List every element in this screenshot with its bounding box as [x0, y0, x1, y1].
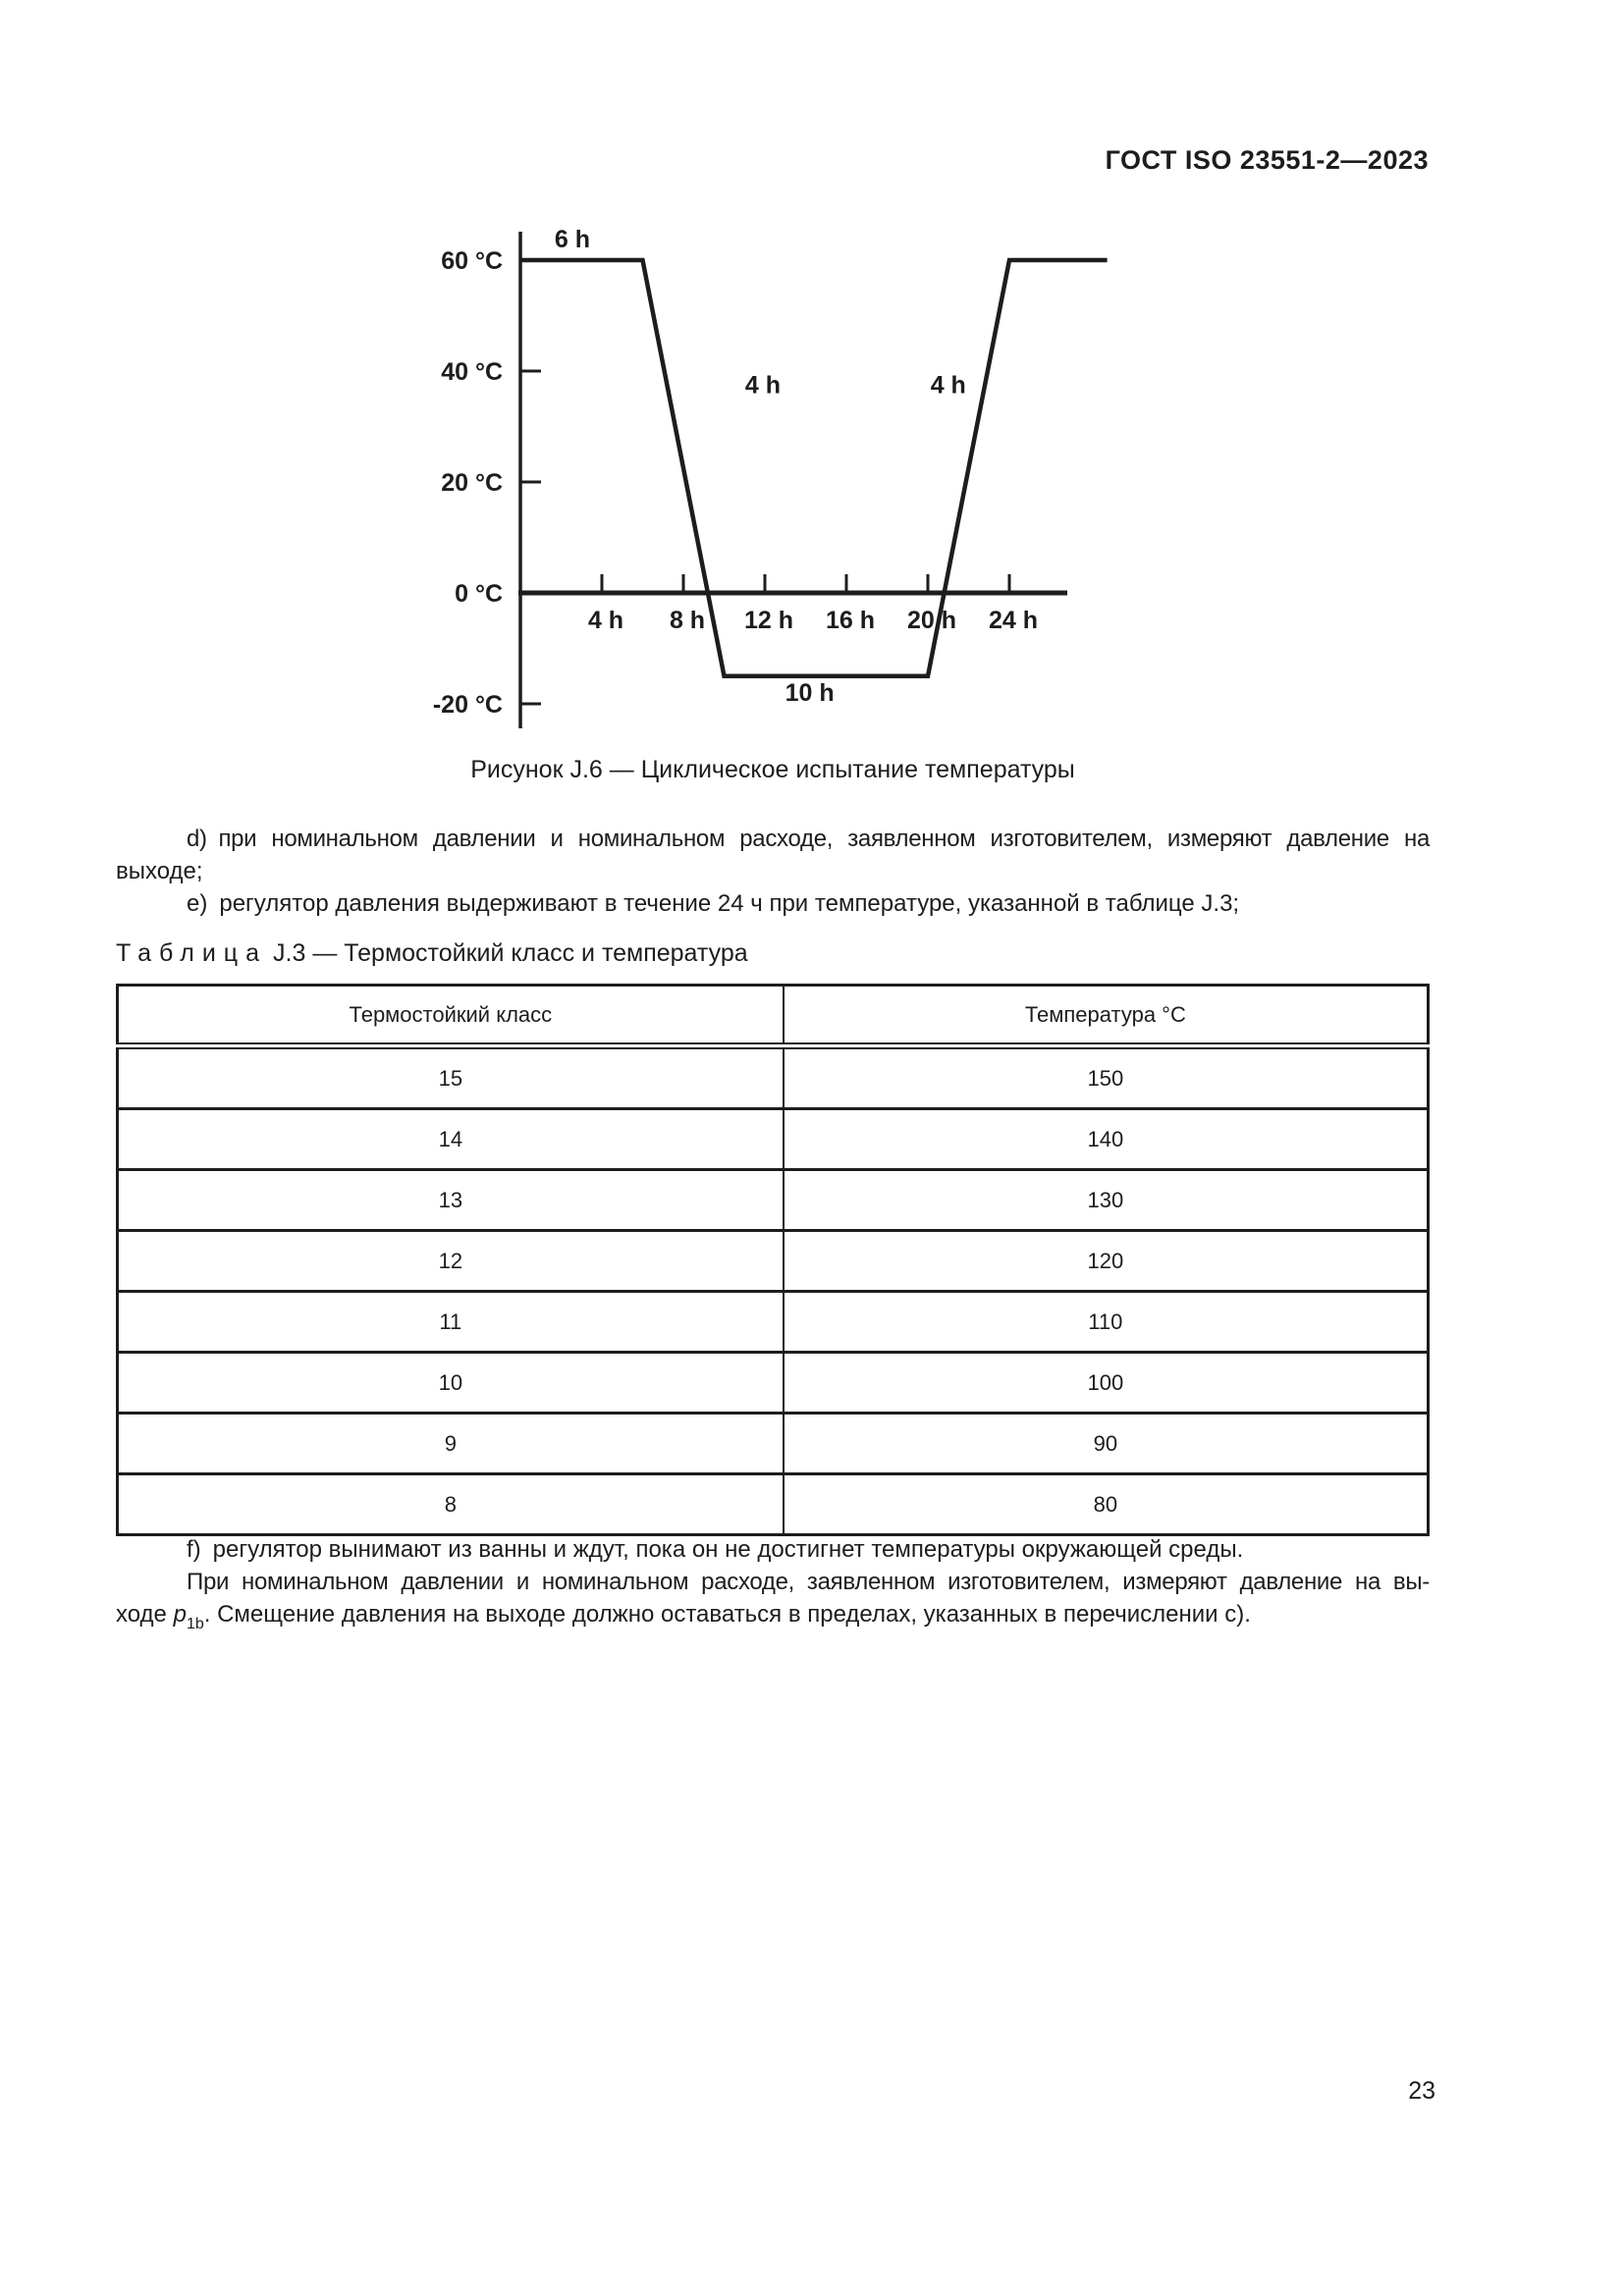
table-row [118, 1474, 1429, 1535]
temperature-cell: 80 [784, 1474, 1429, 1535]
paragraph-e [116, 887, 1430, 920]
temperature-cell: 140 [784, 1109, 1429, 1170]
x-tick-label: 12 h [743, 607, 794, 634]
paragraph-final-line2-post: . Смещение давления на выходе должно оставаться в пределах, указанных в перечислении с). [203, 1601, 1251, 1628]
paragraph-d-line2: выходе; [116, 858, 203, 884]
heat-class-cell: 11 [118, 1292, 784, 1353]
temperature-cell: 100 [784, 1353, 1429, 1414]
table-row [118, 1046, 1429, 1109]
duration-label: 4 h [930, 371, 966, 400]
paragraph-final [116, 1566, 1430, 1640]
table-caption-rest: J.3 — Термостойкий класс и температура [273, 939, 748, 967]
pressure-symbol: p [173, 1601, 187, 1628]
paragraph-d-line1: d) при номинальном давлении и номинальном расходе, заявленном изготовителем, измеряют давление на [187, 826, 1430, 852]
heat-class-cell: 10 [118, 1353, 784, 1414]
y-tick-label: 40 °C [441, 358, 503, 386]
temperature-cell: 120 [784, 1231, 1429, 1292]
column-header-heat-class: Термостойкий класс [118, 986, 784, 1046]
y-tick-label: 20 °C [441, 469, 503, 497]
table-caption [116, 939, 748, 968]
temperature-profile-line [520, 260, 1108, 676]
heat-class-cell: 8 [118, 1474, 784, 1535]
paragraph-e-line: e) регулятор давления выдерживают в течение 24 ч при температуре, указанной в таблице J.3; [187, 890, 1240, 917]
table-row [118, 1353, 1429, 1414]
heat-class-cell: 15 [438, 1065, 463, 1091]
table-caption-word: Таблица [116, 939, 268, 967]
paragraph-final-line1: При номинальном давлении и номинальном расходе, заявленном изготовителем, измеряют давление на вы- [187, 1569, 1430, 1595]
table-row [118, 1109, 1429, 1170]
document-title: ГОСТ ISO 23551-2—2023 [1105, 145, 1429, 175]
duration-label: 6 h [554, 226, 590, 254]
heat-class-cell: 12 [118, 1231, 784, 1292]
heat-class-cell: 13 [118, 1170, 784, 1231]
x-tick-label: 24 h [988, 607, 1039, 634]
x-tick-label: 20 h [906, 607, 957, 634]
y-tick-label: 0 °C [455, 580, 503, 608]
table-row [118, 1292, 1429, 1353]
y-tick-label: 60 °C [441, 247, 503, 275]
x-tick-label: 16 h [825, 607, 876, 634]
x-tick-label: 4 h [587, 607, 624, 634]
heat-class-cell: 14 [118, 1109, 784, 1170]
temperature-cell: 90 [784, 1414, 1429, 1474]
table-row [118, 1414, 1429, 1474]
y-tick-label: -20 °C [432, 691, 503, 719]
temperature-cell: 110 [784, 1292, 1429, 1353]
page-number: 23 [1408, 2077, 1435, 2105]
paragraph-d [116, 823, 1430, 887]
x-tick-label: 8 h [669, 607, 706, 634]
table-row [118, 1231, 1429, 1292]
temperature-cell: 150 [784, 1046, 1429, 1109]
heat-class-cell: 9 [118, 1414, 784, 1474]
table-row [118, 1170, 1429, 1231]
column-header-temperature: Температура °С [784, 986, 1429, 1046]
table-header-row [118, 986, 1429, 1046]
figure-caption: Рисунок J.6 — Циклическое испытание температуры [470, 756, 1075, 783]
paragraph-final-line2-pre: ходе [116, 1601, 174, 1628]
duration-label: 10 h [785, 679, 835, 708]
temperature-cell: 130 [784, 1170, 1429, 1231]
duration-label: 4 h [744, 371, 781, 400]
table-j3 [116, 984, 1430, 1536]
pressure-symbol-subscript: 1b [186, 1616, 204, 1632]
paragraph-f [116, 1533, 1430, 1566]
paragraph-final-line2 [116, 1598, 1430, 1640]
paragraph-f-line: f) регулятор вынимают из ванны и ждут, пока он не достигнет температуры окружающей среды. [187, 1536, 1244, 1563]
